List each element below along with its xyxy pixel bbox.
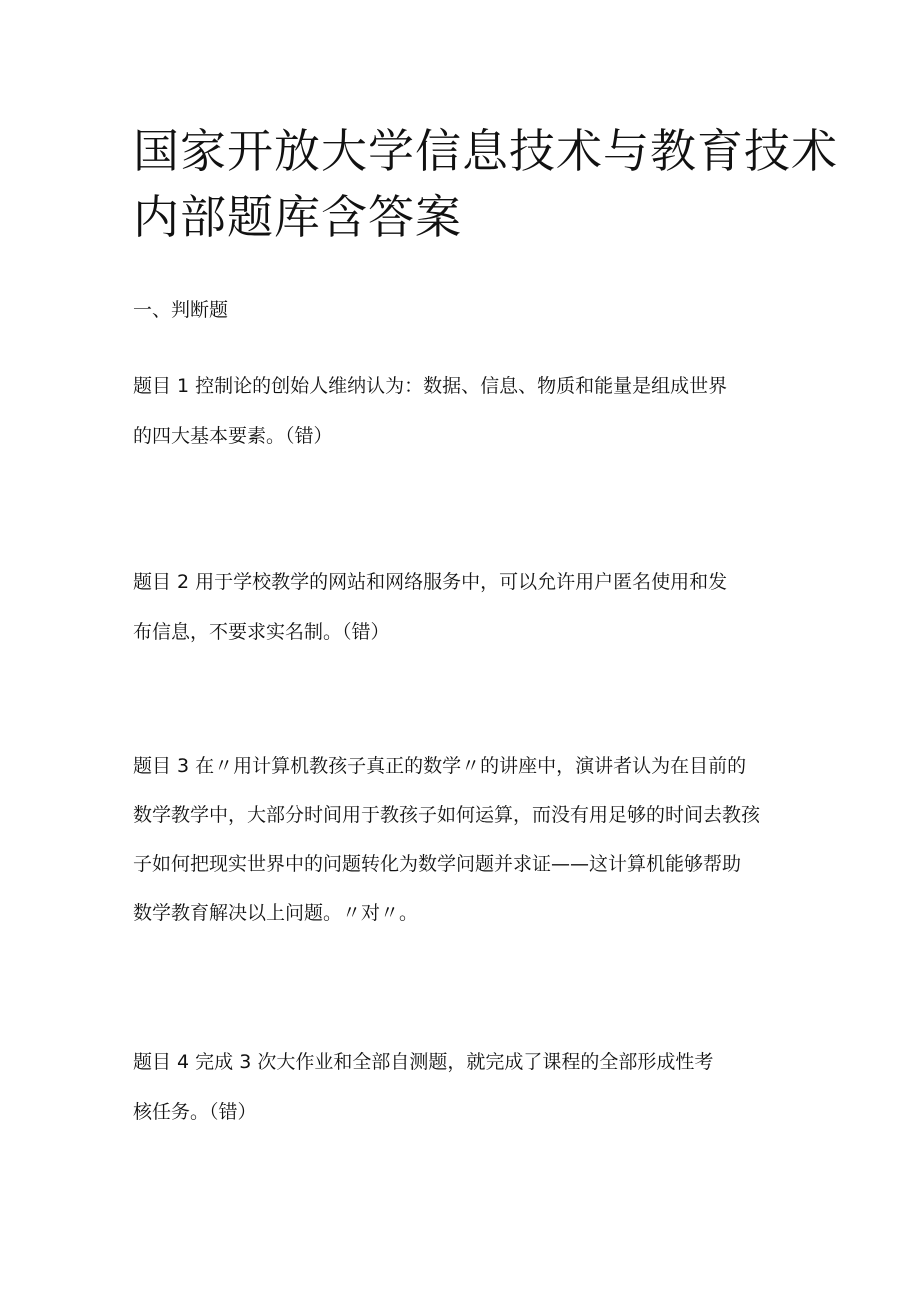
question-3-line-4: 数学教育解决以上问题。〃对〃。 — [133, 902, 419, 924]
question-4 — [133, 1048, 793, 1126]
question-2-line-2: 布信息，不要求实名制。（错） — [133, 621, 390, 643]
question-3 — [133, 752, 793, 927]
question-4-line-2: 核任务。（错） — [133, 1101, 257, 1123]
section-heading: 一、判断题 — [133, 299, 229, 321]
question-2-line-1: 题目 2 用于学校教学的网站和网络服务中，可以允许用户匿名使用和发 — [133, 571, 728, 593]
question-3-line-1: 题目 3 在〃用计算机教孩子真正的数学〃的讲座中，演讲者认为在目前的 — [133, 755, 747, 777]
question-1-line-1: 题目 1 控制论的创始人维纳认为：数据、信息、物质和能量是组成世界 — [133, 375, 728, 397]
question-3-line-3: 子如何把现实世界中的问题转化为数学问题并求证——这计算机能够帮助 — [133, 853, 742, 875]
question-3-line-2: 数学教学中，大部分时间用于教孩子如何运算，而没有用足够的时间去教孩 — [133, 804, 761, 826]
question-1 — [133, 372, 793, 450]
title-line-2: 内部题库含答案 — [133, 190, 462, 244]
title-line-1: 国家开放大学信息技术与教育技术 — [133, 124, 838, 178]
document-title — [133, 118, 838, 250]
question-4-line-1: 题目 4 完成 3 次大作业和全部自测题，就完成了课程的全部形成性考 — [133, 1051, 714, 1073]
question-2 — [133, 568, 793, 646]
question-1-line-2: 的四大基本要素。（错） — [133, 425, 333, 447]
